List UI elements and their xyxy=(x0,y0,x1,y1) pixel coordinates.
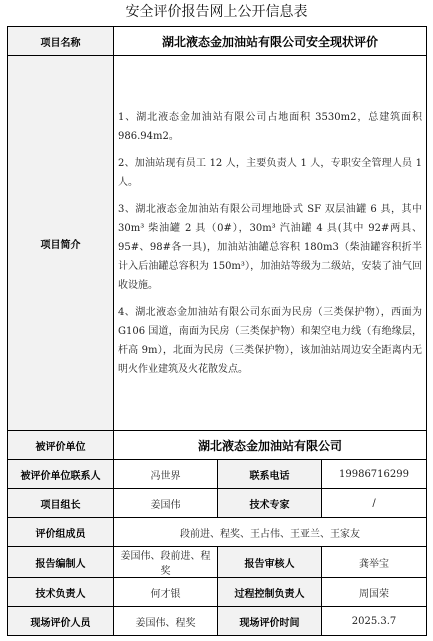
intro-paragraph: 1、湖北液态金加油站有限公司占地面积 3530m2，总建筑面积 986.94m2。 xyxy=(118,111,423,142)
info-table xyxy=(7,26,427,636)
process-control-label: 过程控制负责人 xyxy=(218,578,322,607)
row-report xyxy=(8,547,427,578)
report-author-label: 报告编制人 xyxy=(8,547,114,578)
site-staff-value: 姜国伟、程奖 xyxy=(114,607,218,636)
intro-paragraph: 4、湖北液态金加油站有限公司东面为民房（三类保护物），西面为 G106 国道，南面为民房（三类保护物）和架空电力线（有绝缘层，杆高 9m），北面为民房（三类保护物），该加油站周边安全距离内无明火作业建筑及火花散发点。 xyxy=(118,306,423,375)
process-control-value: 周国荣 xyxy=(322,578,427,607)
site-time-value: 2025.3.7 xyxy=(322,607,427,636)
contact-value: 冯世界 xyxy=(114,460,218,489)
intro-paragraph: 3、湖北液态金加油站有限公司埋地卧式 SF 双层油罐 6 具，其中 30m³ 柴油罐 2 具（0#），30m³ 汽油罐 4 具(其中 92#两具、95#、98#各一具)，加油站油罐总容积 180m3（柴油罐容积折半计入后油罐总容积为 150m³），加油站等级为二级站，安装了油气回收设施。 xyxy=(118,203,423,291)
row-members xyxy=(8,518,427,547)
project-intro-label: 项目简介 xyxy=(8,56,114,431)
tech-lead-value: 何才银 xyxy=(114,578,218,607)
expert-label: 技术专家 xyxy=(218,489,322,518)
phone-label: 联系电话 xyxy=(218,460,322,489)
row-leader xyxy=(8,489,427,518)
members-value: 段前进、程奖、王占伟、王亚兰、王家友 xyxy=(114,518,427,547)
row-tech xyxy=(8,578,427,607)
site-time-label: 现场评价时间 xyxy=(218,607,322,636)
expert-value: / xyxy=(322,489,427,518)
row-project-intro xyxy=(8,56,427,431)
project-intro-content xyxy=(114,56,427,431)
row-site xyxy=(8,607,427,636)
row-contact xyxy=(8,460,427,489)
row-evaluated-unit xyxy=(8,431,427,460)
project-name-label: 项目名称 xyxy=(8,27,114,56)
contact-label: 被评价单位联系人 xyxy=(8,460,114,489)
row-project-name xyxy=(8,27,427,56)
page-title: 安全评价报告网上公开信息表 xyxy=(125,4,308,20)
leader-value: 姜国伟 xyxy=(114,489,218,518)
evaluated-unit-value: 湖北液态金加油站有限公司 xyxy=(114,431,427,460)
intro-paragraph: 2、加油站现有员工 12 人，主要负责人 1 人，专职安全管理人员 1 人。 xyxy=(118,157,423,188)
leader-label: 项目组长 xyxy=(8,489,114,518)
members-label: 评价组成员 xyxy=(8,518,114,547)
site-staff-label: 现场评价人员 xyxy=(8,607,114,636)
evaluated-unit-label: 被评价单位 xyxy=(8,431,114,460)
reviewer-label: 报告审核人 xyxy=(218,547,322,578)
report-author-value: 姜国伟、段前进、程奖 xyxy=(114,547,218,578)
phone-value: 19986716299 xyxy=(322,460,427,489)
project-name-value: 湖北液态金加油站有限公司安全现状评价 xyxy=(114,27,427,56)
tech-lead-label: 技术负责人 xyxy=(8,578,114,607)
reviewer-value: 龚举宝 xyxy=(322,547,427,578)
